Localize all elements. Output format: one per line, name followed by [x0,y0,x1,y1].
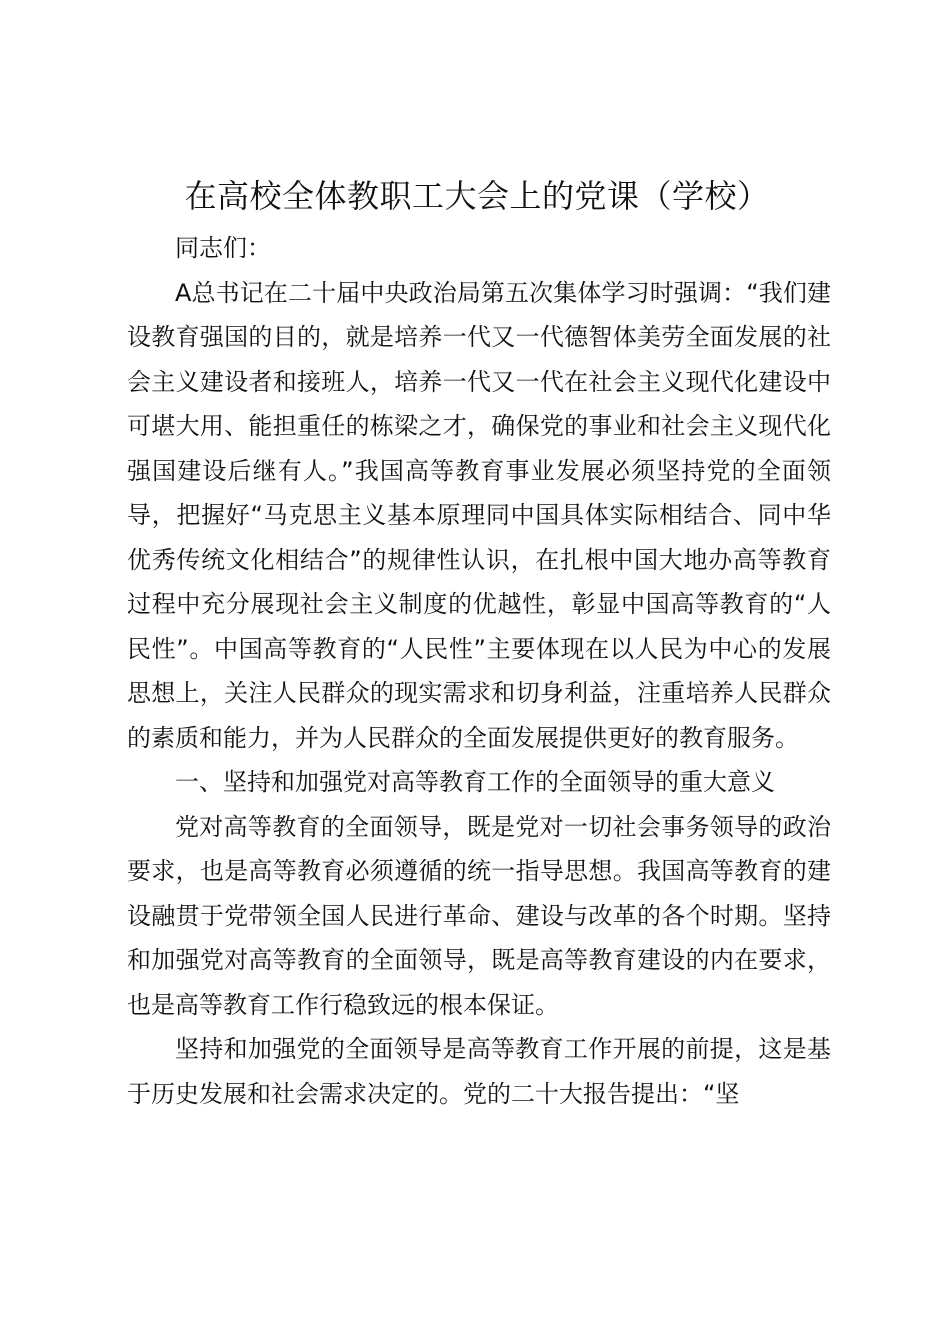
body-paragraph: 党对高等教育的全面领导，既是党对一切社会事务领导的政治要求，也是高等教育必须遵循的统一指导思想。我国高等教育的建设融贯于党带领全国人民进行革命、建设与改革的各个时期。坚持和加强党对高等教育的全面领导，既是高等教育建设的内在要求，也是高等教育工作行稳致远的根本保证。 [127,812,831,1019]
document-title: 在高校全体教职工大会上的党课（学校） [184,177,770,215]
document-body [127,226,831,1116]
body-paragraph: 坚持和加强党的全面领导是高等教育工作开展的前提，这是基于历史发展和社会需求决定的。党的二十大报告提出：“坚 [127,1035,831,1108]
section-heading: 一、坚持和加强党对高等教育工作的全面领导的重大意义 [175,768,775,796]
body-paragraph: A总书记在二十届中央政治局第五次集体学习时强调：“我们建设教育强国的目的，就是培养一代又一代德智体美劳全面发展的社会主义建设者和接班人，培养一代又一代在社会主义现代化建设中可堪大用、能担重任的栋梁之才，确保党的事业和社会主义现代化强国建设后继有人。”我国高等教育事业发展必须坚持党的全面领导，把握好“马克思主义基本原理同中国具体实际相结合、同中华优秀传统文化相结合”的规律性认识，在扎根中国大地办高等教育过程中充分展现社会主义制度的优越性，彰显中国高等教育的“人民性”。中国高等教育的“人民性”主要体现在以人民为中心的发展思想上，关注人民群众的现实需求和切身利益，注重培养人民群众的素质和能力，并为人民群众的全面发展提供更好的教育服务。 [127,278,831,752]
salutation-paragraph: 同志们： [175,234,271,262]
